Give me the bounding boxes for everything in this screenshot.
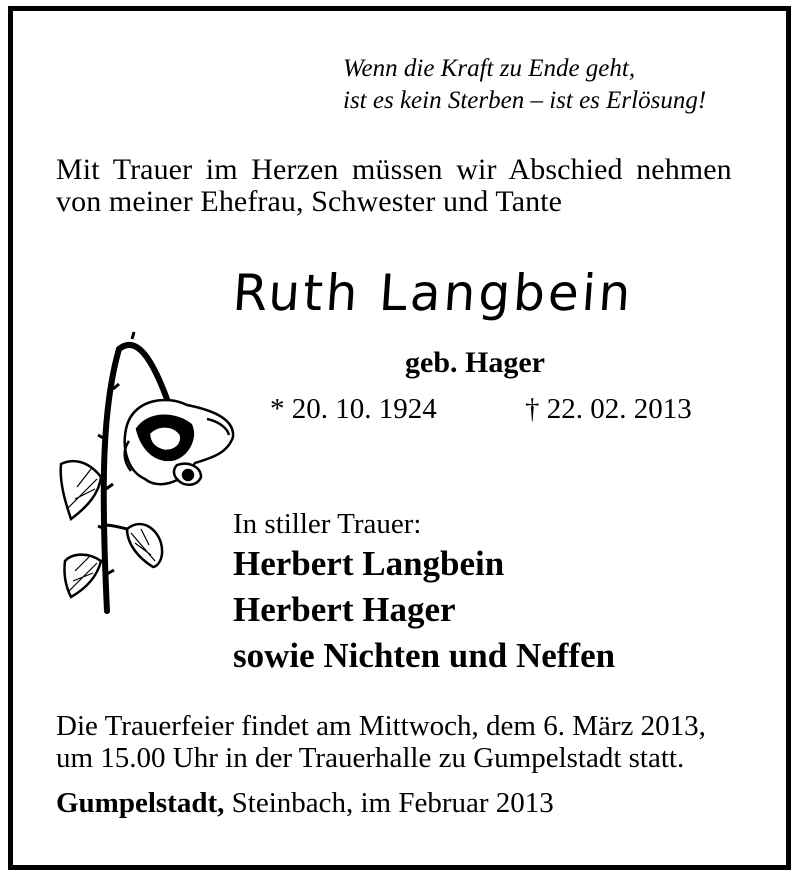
deceased-name: Ruth Langbein (230, 264, 636, 322)
mourner-name: sowie Nichten und Neffen (233, 636, 616, 675)
service-line-2: um 15.00 Uhr in der Trauerhalle zu Gumpelstadt statt. (56, 742, 685, 774)
intro-text (56, 154, 732, 218)
motto-line-1: Wenn die Kraft zu Ende geht, (343, 55, 636, 82)
intro-line-2: von meiner Ehefrau, Schwester und Tante (56, 185, 563, 218)
wilted-rose-icon (57, 329, 237, 614)
death-date: † 22. 02. 2013 (525, 393, 692, 425)
mourner-name: Herbert Langbein (233, 544, 505, 583)
obituary-notice (8, 6, 791, 870)
motto (343, 53, 706, 117)
motto-line-2: ist es kein Sterben – ist es Erlösung! (343, 87, 707, 114)
mourners-label: In stiller Trauer: (233, 508, 422, 540)
maiden-name: geb. Hager (405, 346, 545, 379)
place-bold: Gumpelstadt, (56, 787, 225, 819)
intro-line-1: Mit Trauer im Herzen müssen wir Abschied nehmen (56, 153, 732, 186)
place-rest: Steinbach, im Februar 2013 (231, 787, 554, 819)
mourner-name: Herbert Hager (233, 590, 456, 629)
mourner-list (233, 541, 615, 679)
service-info (56, 710, 706, 774)
birth-date: * 20. 10. 1924 (270, 393, 437, 425)
place-and-date (56, 787, 554, 820)
service-line-1: Die Trauerfeier findet am Mittwoch, dem 6. März 2013, (56, 710, 706, 742)
